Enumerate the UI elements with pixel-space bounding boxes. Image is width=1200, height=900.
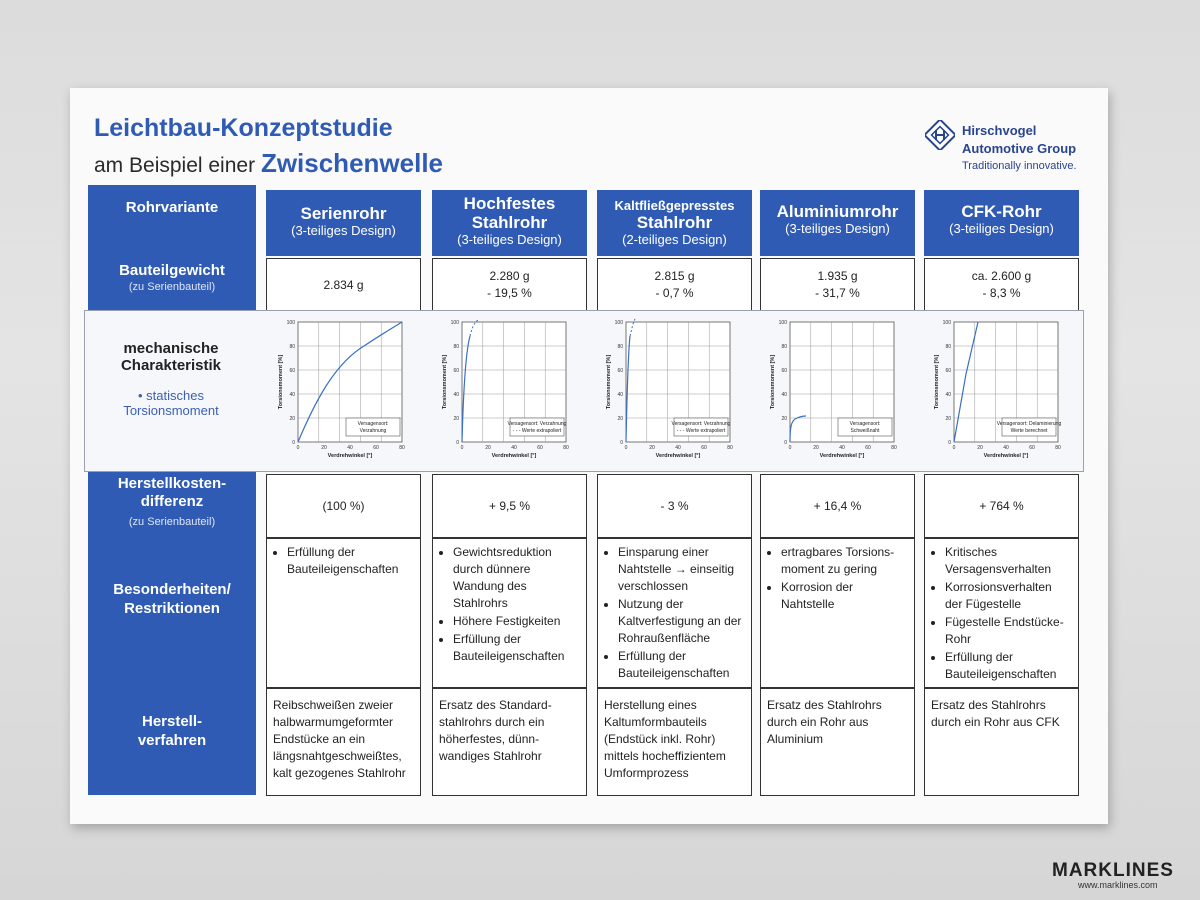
torsion-chart-hochfest: [438, 314, 578, 471]
hirschvogel-logo-icon: [925, 120, 955, 150]
y-tick-label: 60: [617, 368, 623, 374]
torsion-chart-aluminium: [766, 314, 906, 471]
legend-line1: Versagensort: Verzahnung: [671, 421, 731, 427]
watermark-url: www.marklines.com: [1078, 880, 1158, 890]
legend-line1: Versagensort: Verzahnung: [507, 421, 567, 427]
cost-cell-hochfest: + 9,5 %: [432, 474, 587, 538]
x-tick-label: 80: [1055, 445, 1061, 451]
points-cell-hochfest: [432, 538, 587, 688]
row-label-verfahren: Herstell- verfahren: [137, 713, 207, 749]
process-cell-kaltfliess: Herstellung eines Kaltumformbauteils (Endstück inkl. Rohr) mittels hocheffizientem Umformprozess: [597, 688, 752, 796]
list-item: • Erfüllung der Bauteileigenschaften: [618, 648, 743, 682]
y-tick-label: 0: [620, 440, 623, 446]
y-tick-label: 20: [617, 416, 623, 422]
list-item: • Erfüllung der Bauteileigenschaften: [945, 649, 1070, 683]
cost-cell-kaltfliess: - 3 %: [597, 474, 752, 538]
y-tick-label: 0: [784, 440, 787, 446]
points-cell-kaltfliess: [597, 538, 752, 688]
logo-name: Hirschvogel: [962, 123, 1037, 138]
poster-subtitle: am Beispiel einer Zwischenwelle: [94, 148, 444, 178]
weight-cell-cfk: ca. 2.600 g - 8,3 %: [924, 258, 1079, 312]
column-header-hochfest: Hochfestes Stahlrohr (3-teiliges Design): [432, 190, 587, 256]
y-axis-label: Torsionsmoment [%]: [606, 354, 612, 410]
process-cell-hochfest: Ersatz des Standard-stahlrohrs durch ein höherfestes, dünn-wandiges Stahlrohr: [432, 688, 587, 796]
x-tick-label: 40: [511, 445, 517, 451]
list-item: • Kritisches Versagensverhalten: [945, 544, 1070, 578]
list-item: • Erfüllung der Bauteileigenschaften: [287, 544, 412, 578]
weight-cell-serienrohr: 2.834 g: [266, 258, 421, 312]
x-tick-label: 80: [727, 445, 733, 451]
column-header-aluminium: Aluminiumrohr (3-teiliges Design): [760, 190, 915, 256]
y-tick-label: 40: [453, 392, 459, 398]
y-tick-label: 80: [289, 344, 295, 350]
x-tick-label: 40: [839, 445, 845, 451]
cost-cell-cfk: + 764 %: [924, 474, 1079, 538]
y-tick-label: 40: [617, 392, 623, 398]
x-tick-label: 0: [296, 445, 300, 451]
y-tick-label: 100: [614, 320, 623, 326]
y-tick-label: 0: [456, 440, 459, 446]
x-tick-label: 40: [675, 445, 681, 451]
poster-title: Leichtbau-Konzeptstudie: [94, 114, 393, 142]
torsion-chart-cfk: [930, 314, 1070, 471]
cost-cell-serienrohr: (100 %): [266, 474, 421, 538]
y-tick-label: 20: [289, 416, 295, 422]
x-tick-label: 0: [460, 445, 464, 451]
process-cell-serienrohr: Reibschweißen zweier halbwarmumgeformter Endstücke an ein längsnahtgeschweißtes, kalt gezogenes Stahlrohr: [266, 688, 421, 796]
x-tick-label: 20: [813, 445, 819, 451]
y-tick-label: 100: [450, 320, 459, 326]
legend-line1: Versagensort:: [357, 421, 389, 427]
list-item: • Erfüllung der Bauteileigenschaften: [453, 631, 578, 665]
weight-cell-aluminium: 1.935 g - 31,7 %: [760, 258, 915, 312]
y-tick-label: 60: [453, 368, 459, 374]
logo-tagline: Traditionally innovative.: [962, 160, 1077, 172]
y-tick-label: 80: [781, 344, 787, 350]
x-tick-label: 60: [1029, 445, 1035, 451]
y-tick-label: 100: [778, 320, 787, 326]
list-item: • ertragbares Torsions-moment zu gering: [781, 544, 906, 578]
y-tick-label: 0: [292, 440, 295, 446]
legend-line2: - - - Werte extrapoliert: [676, 428, 726, 434]
x-axis-label: Verdrehwinkel [°]: [819, 453, 865, 459]
torsion-chart-svg: [930, 314, 1070, 466]
y-axis-label: Torsionsmoment [%]: [442, 354, 448, 410]
legend-line2: - - - Werte extrapoliert: [512, 428, 562, 434]
watermark-brand: MARKLINES: [1052, 860, 1174, 881]
cost-cell-aluminium: + 16,4 %: [760, 474, 915, 538]
mechanics-sublabel: • statisches Torsionsmoment: [123, 388, 219, 418]
mechanics-label: mechanische Charakteristik: [120, 340, 222, 374]
y-tick-label: 20: [945, 416, 951, 422]
y-tick-label: 40: [289, 392, 295, 398]
y-axis-label: Torsionsmoment [%]: [278, 354, 284, 410]
points-cell-serienrohr: [266, 538, 421, 688]
legend-line2: Schweißnaht: [850, 428, 880, 434]
torsion-chart-svg: [274, 314, 414, 466]
row-label-besonderheiten: Besonderheiten/ Restriktionen: [113, 581, 231, 617]
x-tick-label: 80: [399, 445, 405, 451]
weight-cell-kaltfliess: 2.815 g - 0,7 %: [597, 258, 752, 312]
x-tick-label: 0: [624, 445, 628, 451]
column-header-serienrohr: Serienrohr (3-teiliges Design): [266, 190, 421, 256]
x-tick-label: 20: [485, 445, 491, 451]
torsion-chart-kaltfliess: [602, 314, 742, 471]
list-item: • Nutzung der Kaltverfestigung an der Rohraußenfläche: [618, 596, 743, 647]
x-tick-label: 60: [373, 445, 379, 451]
torsion-chart-serienrohr: [274, 314, 414, 471]
list-item: • Korrosion der Nahtstelle: [781, 579, 906, 613]
x-tick-label: 80: [891, 445, 897, 451]
x-tick-label: 20: [321, 445, 327, 451]
y-tick-label: 100: [286, 320, 295, 326]
x-tick-label: 40: [1003, 445, 1009, 451]
y-tick-label: 60: [289, 368, 295, 374]
list-item: • Gewichtsreduktion durch dünnere Wandung des Stahlrohrs: [453, 544, 578, 612]
list-item: • Fügestelle Endstücke-Rohr: [945, 614, 1070, 648]
torsion-chart-svg: [438, 314, 578, 466]
y-tick-label: 100: [942, 320, 951, 326]
points-cell-cfk: [924, 538, 1079, 688]
logo-group: Automotive Group: [962, 141, 1077, 156]
legend-line2: Werte berechnet: [1010, 428, 1048, 434]
y-tick-label: 60: [945, 368, 951, 374]
process-cell-cfk: Ersatz des Stahlrohrs durch ein Rohr aus CFK: [924, 688, 1079, 796]
row-label-gewicht: Bauteilgewicht (zu Serienbauteil): [119, 262, 225, 293]
x-tick-label: 60: [537, 445, 543, 451]
row-label-rohrvariante: Rohrvariante: [125, 199, 219, 216]
list-item: • Korrosionsverhalten der Fügestelle: [945, 579, 1070, 613]
x-tick-label: 60: [865, 445, 871, 451]
weight-cell-hochfest: 2.280 g - 19,5 %: [432, 258, 587, 312]
row-label-kosten: Herstellkosten- differenz (zu Serienbauteil): [117, 475, 227, 528]
y-tick-label: 80: [945, 344, 951, 350]
x-axis-label: Verdrehwinkel [°]: [655, 453, 701, 459]
x-tick-label: 20: [649, 445, 655, 451]
y-tick-label: 80: [453, 344, 459, 350]
x-tick-label: 60: [701, 445, 707, 451]
x-tick-label: 40: [347, 445, 353, 451]
torsion-chart-svg: [766, 314, 906, 466]
torsion-chart-svg: [602, 314, 742, 466]
list-item: • Höhere Festigkeiten: [453, 613, 578, 630]
x-tick-label: 80: [563, 445, 569, 451]
legend-line1: Versagensort: Delaminierung: [996, 421, 1062, 427]
list-item: • Einsparung einer Nahtstelle → einseitig verschlossen: [618, 544, 743, 595]
y-axis-label: Torsionsmoment [%]: [934, 354, 940, 410]
x-axis-label: Verdrehwinkel [°]: [327, 453, 373, 459]
y-tick-label: 0: [948, 440, 951, 446]
y-tick-label: 80: [617, 344, 623, 350]
legend-line2: Verzahnung: [359, 428, 387, 434]
column-header-cfk: CFK-Rohr (3-teiliges Design): [924, 190, 1079, 256]
x-tick-label: 20: [977, 445, 983, 451]
process-cell-aluminium: Ersatz des Stahlrohrs durch ein Rohr aus Aluminium: [760, 688, 915, 796]
x-axis-label: Verdrehwinkel [°]: [983, 453, 1029, 459]
y-tick-label: 60: [781, 368, 787, 374]
y-axis-label: Torsionsmoment [%]: [770, 354, 776, 410]
x-axis-label: Verdrehwinkel [°]: [491, 453, 537, 459]
y-tick-label: 20: [453, 416, 459, 422]
legend-line1: Versagensort:: [849, 421, 881, 427]
x-tick-label: 0: [952, 445, 956, 451]
x-tick-label: 0: [788, 445, 792, 451]
points-cell-aluminium: [760, 538, 915, 688]
y-tick-label: 20: [781, 416, 787, 422]
y-tick-label: 40: [945, 392, 951, 398]
column-header-kaltfliess: Kaltfließgepresstes Stahlrohr (2-teiliges Design): [597, 190, 752, 256]
y-tick-label: 40: [781, 392, 787, 398]
